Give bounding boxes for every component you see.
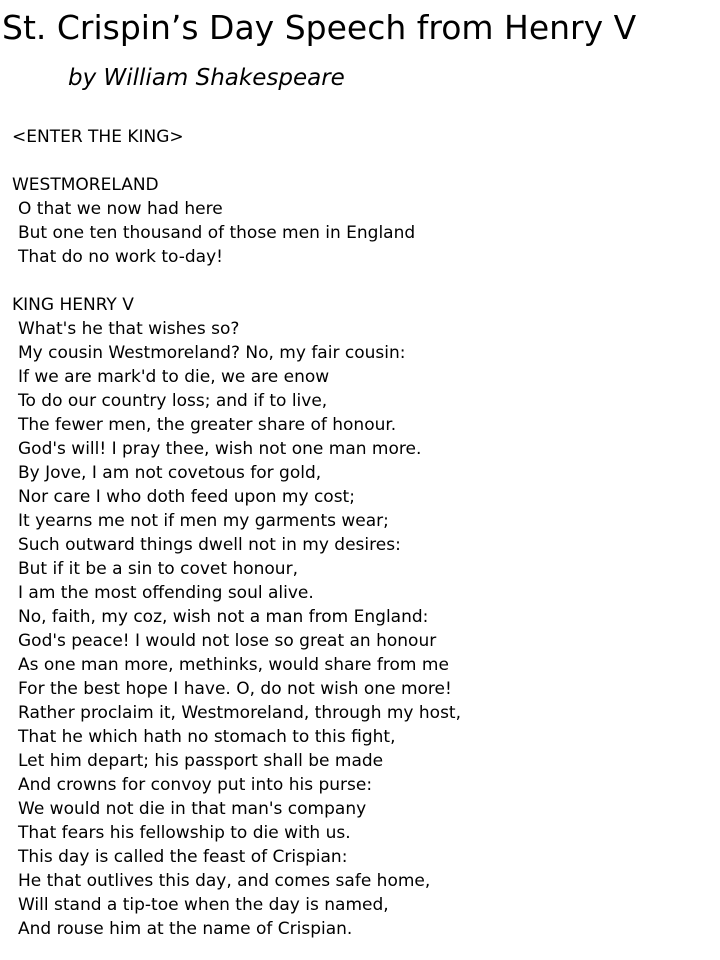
speech-text [12,125,712,941]
speech-line: This day is called the feast of Crispian: [18,847,348,867]
speech-line: God's will! I pray thee, wish not one man more. [18,439,422,459]
speech-line: That do no work to-day! [18,247,223,267]
speech-line: My cousin Westmoreland? No, my fair cousin: [18,343,406,363]
speech-line: As one man more, methinks, would share from me [18,655,449,675]
speech-line: But one ten thousand of those men in England [18,223,416,243]
speech-line: The fewer men, the greater share of honour. [18,415,397,435]
speaker-westmoreland: WESTMORELAND [12,175,159,195]
speech-line: If we are mark'd to die, we are enow [18,367,330,387]
stage-direction: <ENTER THE KING> [12,127,184,147]
speech-line: No, faith, my coz, wish not a man from England: [18,607,429,627]
speech-line: We would not die in that man's company [18,799,367,819]
speech-line: He that outlives this day, and comes safe home, [18,871,431,891]
document-title: St. Crispin’s Day Speech from Henry V [2,8,637,47]
westmoreland-lines [12,197,712,269]
speech-line: I am the most offending soul alive. [18,583,314,603]
speech-line: Such outward things dwell not in my desires: [18,535,401,555]
king-lines [12,317,712,941]
speech-line: Will stand a tip-toe when the day is named, [18,895,389,915]
document-subtitle: by William Shakespeare [68,65,345,91]
speech-line: And crowns for convoy put into his purse: [18,775,373,795]
speech-line: Nor care I who doth feed upon my cost; [18,487,355,507]
speech-line: But if it be a sin to covet honour, [18,559,298,579]
speech-line: By Jove, I am not covetous for gold, [18,463,322,483]
speech-line: What's he that wishes so? [18,319,240,339]
speaker-king-henry: KING HENRY V [12,295,134,315]
speech-line: O that we now had here [18,199,223,219]
speech-line: Rather proclaim it, Westmoreland, through my host, [18,703,461,723]
speech-line: It yearns me not if men my garments wear; [18,511,389,531]
spacer [12,269,712,293]
speech-line: God's peace! I would not lose so great an honour [18,631,437,651]
spacer [12,149,712,173]
speech-line: To do our country loss; and if to live, [18,391,328,411]
speech-line: For the best hope I have. O, do not wish one more! [18,679,452,699]
speech-line: And rouse him at the name of Crispian. [18,919,353,939]
speech-line: Let him depart; his passport shall be made [18,751,384,771]
speech-line: That he which hath no stomach to this fight, [18,727,396,747]
speech-line: That fears his fellowship to die with us. [18,823,351,843]
